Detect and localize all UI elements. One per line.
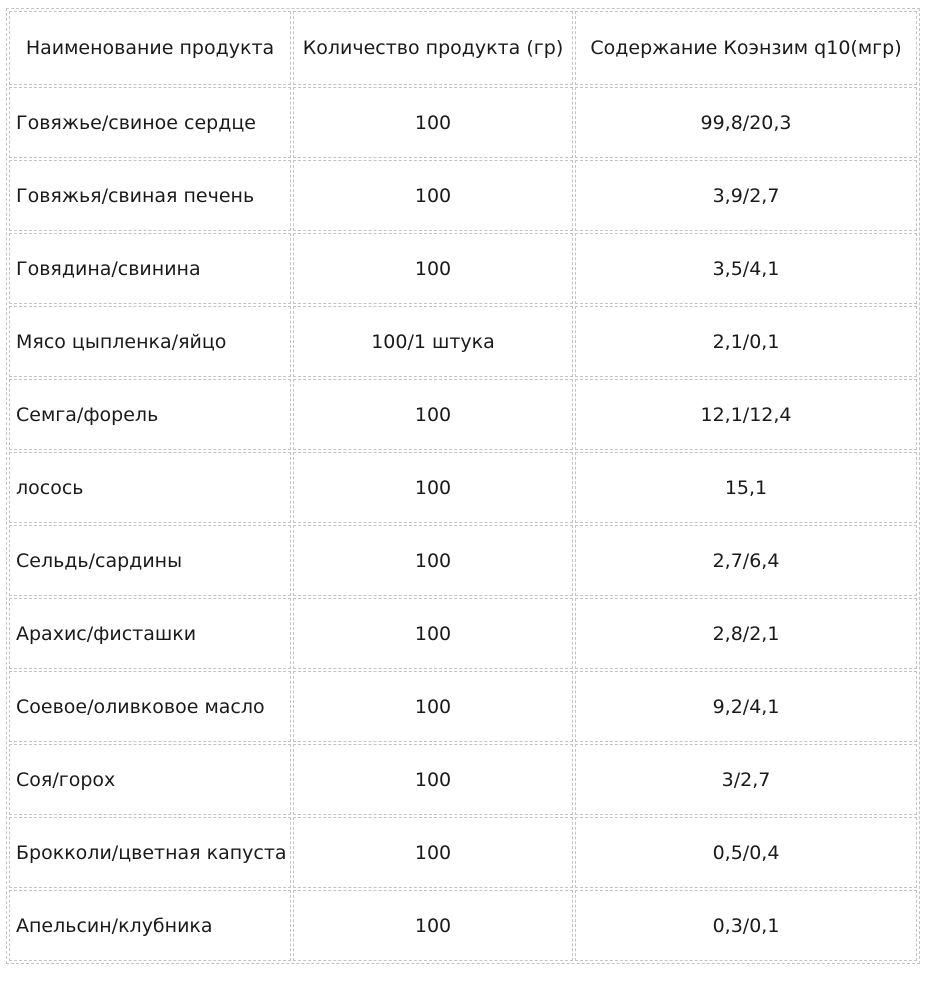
cell-coenzyme: 2,8/2,1	[575, 598, 917, 669]
table-row	[9, 671, 917, 742]
cell-product: Соя/горох	[9, 744, 291, 815]
table-row	[9, 87, 917, 158]
cell-product: Семга/форель	[9, 379, 291, 450]
cell-quantity: 100	[293, 671, 573, 742]
cell-quantity: 100	[293, 525, 573, 596]
cell-coenzyme: 12,1/12,4	[575, 379, 917, 450]
cell-product: Арахис/фисташки	[9, 598, 291, 669]
table-header-row	[9, 11, 917, 85]
table-row	[9, 525, 917, 596]
table-row	[9, 890, 917, 961]
table-row	[9, 452, 917, 523]
cell-quantity: 100	[293, 598, 573, 669]
cell-quantity: 100	[293, 890, 573, 961]
cell-quantity: 100	[293, 87, 573, 158]
cell-product: Говяжье/свиное сердце	[9, 87, 291, 158]
cell-coenzyme: 3/2,7	[575, 744, 917, 815]
cell-product: Апельсин/клубника	[9, 890, 291, 961]
header-product-name: Наименование продукта	[9, 11, 291, 85]
cell-product: лосось	[9, 452, 291, 523]
cell-product: Брокколи/цветная капуста	[9, 817, 291, 888]
cell-quantity: 100	[293, 233, 573, 304]
cell-coenzyme: 99,8/20,3	[575, 87, 917, 158]
table-row	[9, 598, 917, 669]
cell-coenzyme: 3,9/2,7	[575, 160, 917, 231]
header-coenzyme-content: Содержание Коэнзим q10(мгр)	[575, 11, 917, 85]
coenzyme-q10-table-container	[6, 8, 920, 964]
cell-coenzyme: 3,5/4,1	[575, 233, 917, 304]
cell-coenzyme: 0,3/0,1	[575, 890, 917, 961]
cell-product: Мясо цыпленка/яйцо	[9, 306, 291, 377]
cell-coenzyme: 15,1	[575, 452, 917, 523]
cell-quantity: 100	[293, 744, 573, 815]
cell-quantity: 100/1 штука	[293, 306, 573, 377]
cell-quantity: 100	[293, 452, 573, 523]
cell-coenzyme: 2,7/6,4	[575, 525, 917, 596]
table-row	[9, 306, 917, 377]
cell-product: Говядина/свинина	[9, 233, 291, 304]
cell-product: Говяжья/свиная печень	[9, 160, 291, 231]
cell-coenzyme: 9,2/4,1	[575, 671, 917, 742]
cell-product: Сельдь/сардины	[9, 525, 291, 596]
cell-quantity: 100	[293, 160, 573, 231]
coenzyme-q10-table	[6, 8, 920, 964]
table-row	[9, 379, 917, 450]
header-product-quantity: Количество продукта (гр)	[293, 11, 573, 85]
cell-coenzyme: 2,1/0,1	[575, 306, 917, 377]
table-row	[9, 817, 917, 888]
cell-quantity: 100	[293, 817, 573, 888]
cell-product: Соевое/оливковое масло	[9, 671, 291, 742]
table-row	[9, 160, 917, 231]
table-row	[9, 744, 917, 815]
cell-quantity: 100	[293, 379, 573, 450]
table-row	[9, 233, 917, 304]
cell-coenzyme: 0,5/0,4	[575, 817, 917, 888]
